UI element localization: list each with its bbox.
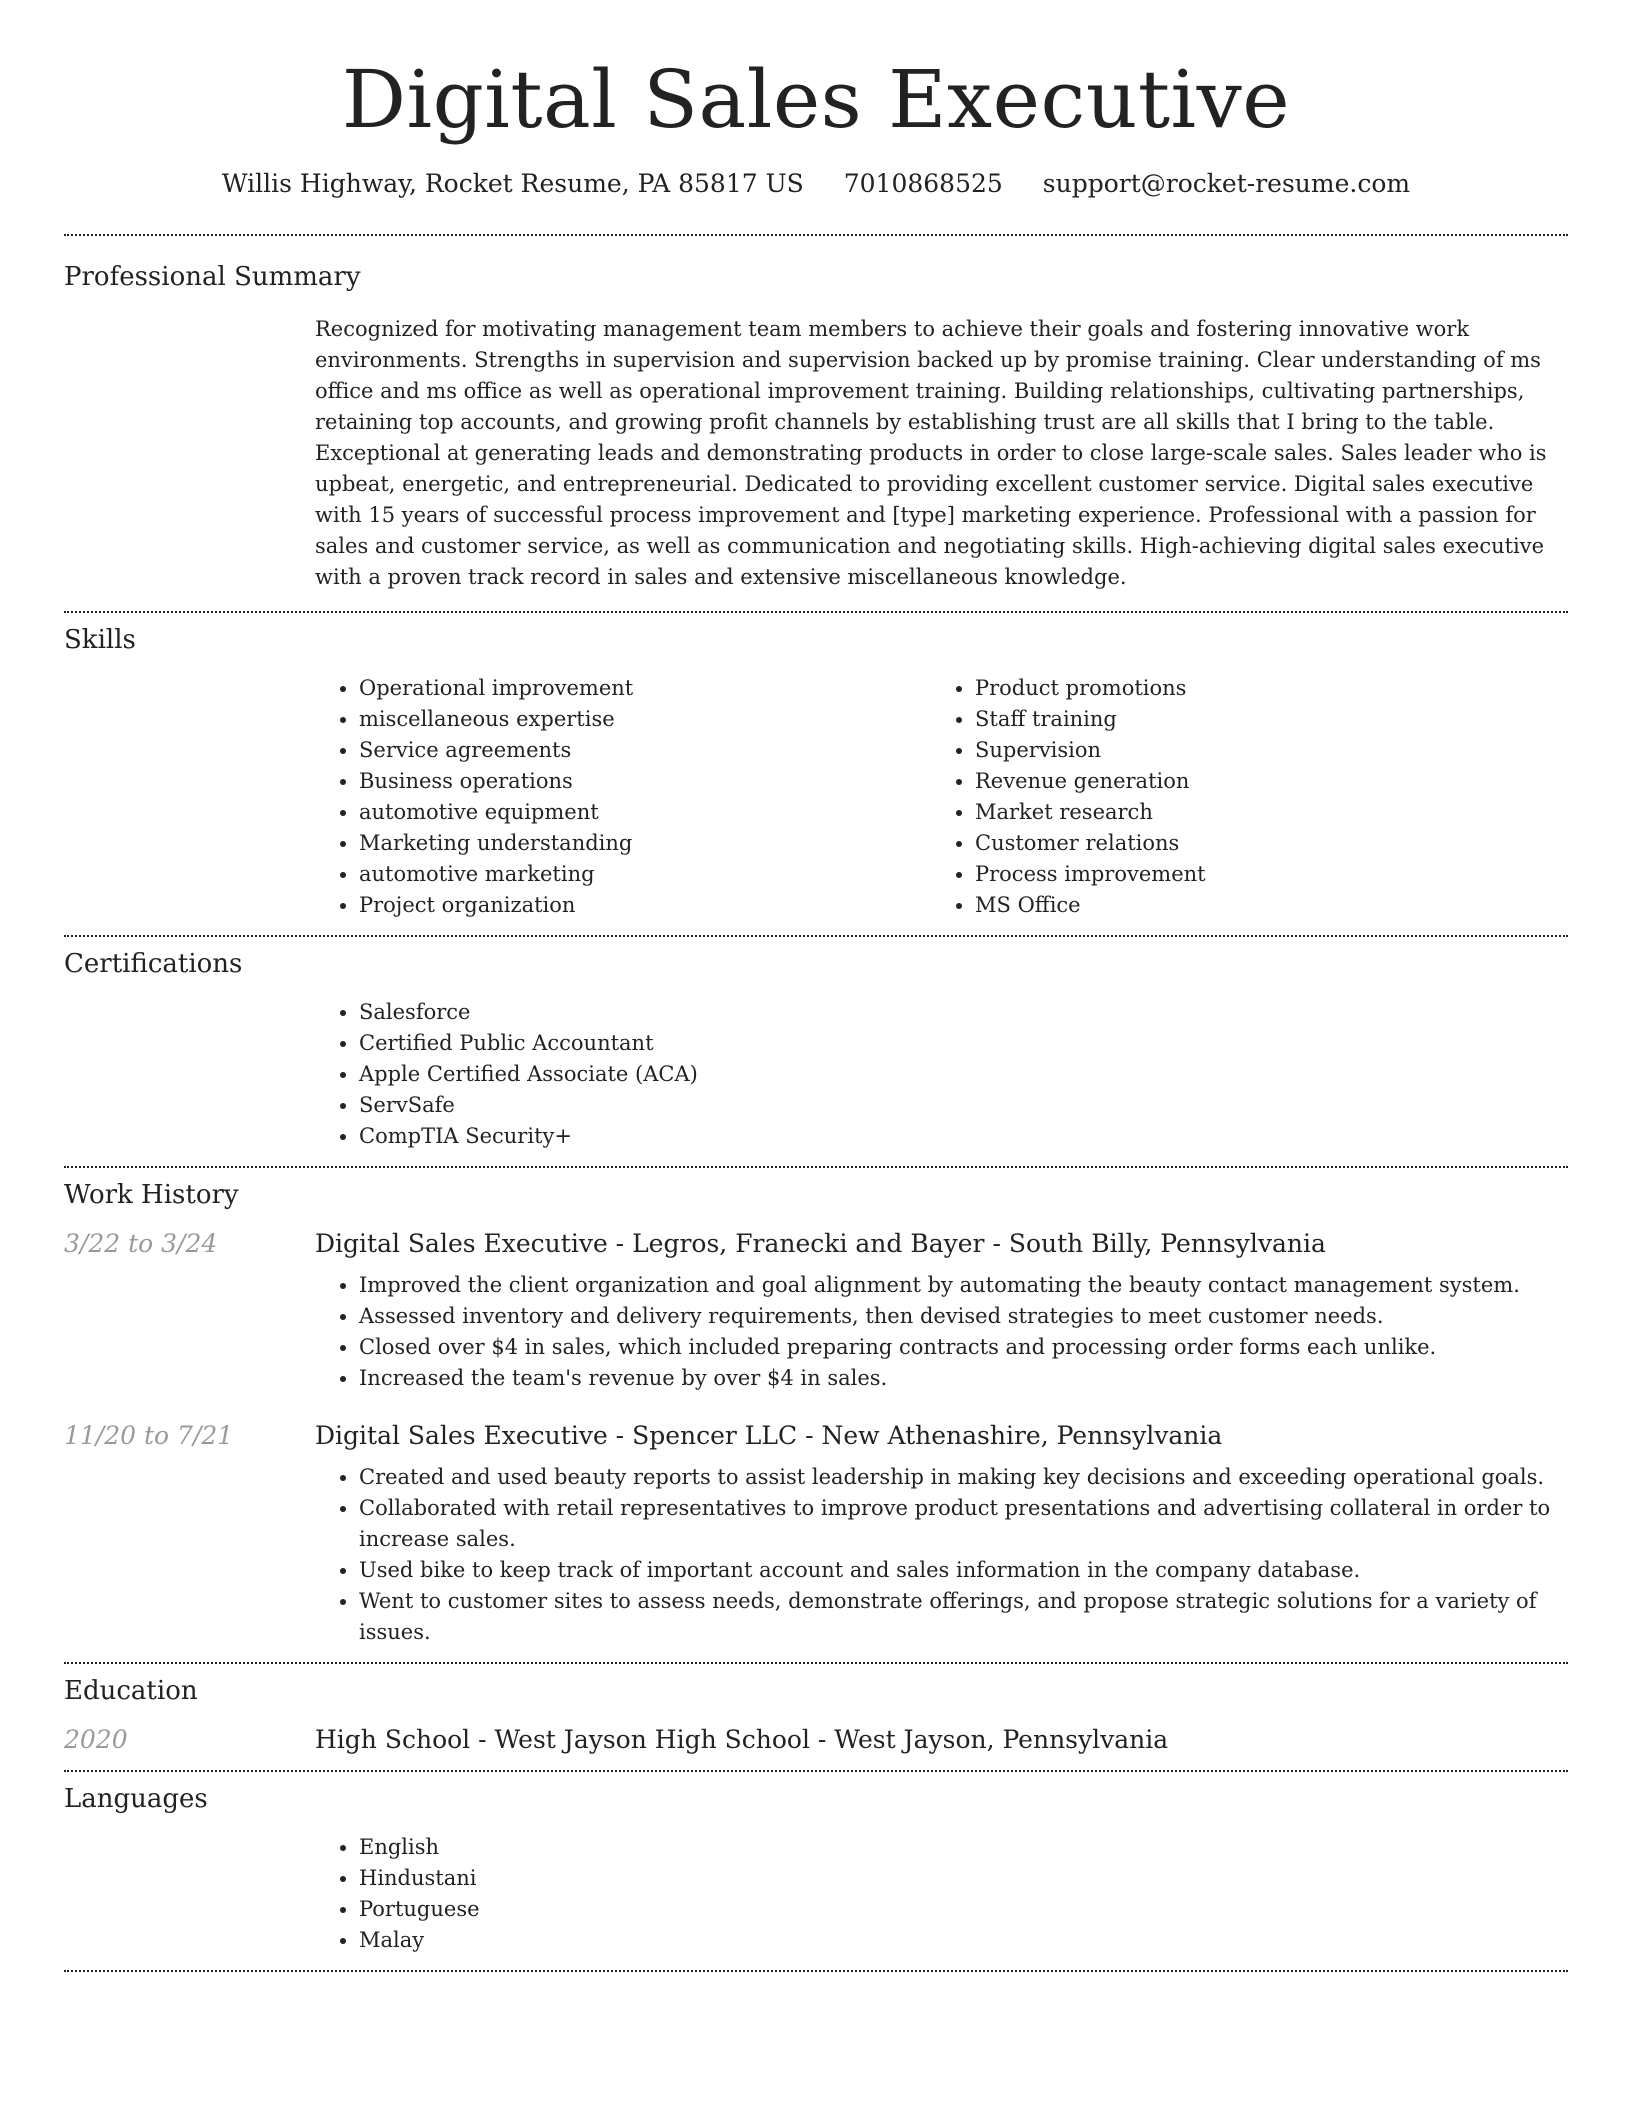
summary-section	[64, 236, 1568, 611]
list-item: • Improved the client organization and goal alignment by automating the beauty contact management system.	[359, 1270, 1568, 1301]
job-dates: 3/22 to 3/24	[64, 1229, 218, 1258]
list-item: • Revenue generation	[975, 766, 1547, 797]
list-item: • Hindustani	[359, 1863, 1568, 1894]
skills-heading: Skills	[64, 625, 136, 655]
list-item: • automotive marketing	[359, 859, 931, 890]
languages-content	[315, 1832, 1568, 1956]
job-bullets	[315, 1462, 1568, 1648]
education-detail: High School - West Jayson High School - West Jayson, Pennsylvania	[315, 1725, 1169, 1754]
job-entry	[64, 1420, 1568, 1648]
skills-left-list	[315, 673, 931, 921]
list-item: • Product promotions	[975, 673, 1547, 704]
list-item: • Apple Certified Associate (ACA)	[359, 1059, 1568, 1090]
list-item: • Used bike to keep track of important account and sales information in the company database.	[359, 1555, 1568, 1586]
list-item: • Operational improvement	[359, 673, 931, 704]
section-divider	[64, 1970, 1568, 1972]
skills-left-column	[315, 673, 931, 921]
list-item: • Business operations	[359, 766, 931, 797]
list-item: • Increased the team's revenue by over $4 in sales.	[359, 1363, 1568, 1394]
contact-line	[64, 168, 1568, 200]
summary-heading: Professional Summary	[64, 262, 361, 292]
contact-email[interactable]: support@rocket-resume.com	[1042, 169, 1411, 198]
certifications-heading: Certifications	[64, 949, 243, 979]
job-title: Digital Sales Executive - Legros, Franecki and Bayer - South Billy, Pennsylvania	[315, 1229, 1326, 1258]
list-item: • CompTIA Security+	[359, 1121, 1568, 1152]
certifications-content	[315, 997, 1568, 1152]
list-item: • English	[359, 1832, 1568, 1863]
list-item: • Service agreements	[359, 735, 931, 766]
list-item: • Marketing understanding	[359, 828, 931, 859]
contact-address: Willis Highway, Rocket Resume, PA 85817 US	[221, 169, 804, 198]
certifications-list	[315, 997, 1568, 1152]
resume-title: Digital Sales Executive	[341, 53, 1291, 146]
list-item: • Salesforce	[359, 997, 1568, 1028]
list-item: • Certified Public Accountant	[359, 1028, 1568, 1059]
skills-section	[64, 613, 1568, 935]
list-item: • Assessed inventory and delivery requirements, then devised strategies to meet customer needs.	[359, 1301, 1568, 1332]
job-header	[64, 1420, 1568, 1452]
list-item: • Supervision	[975, 735, 1547, 766]
list-item: • Staff training	[975, 704, 1547, 735]
education-entry	[64, 1724, 1568, 1756]
education-heading: Education	[64, 1676, 198, 1706]
job-entry	[64, 1228, 1568, 1394]
list-item: • Went to customer sites to assess needs, demonstrate offerings, and propose strategic solutions for a variety of issues.	[359, 1586, 1568, 1648]
list-item: • Collaborated with retail representatives to improve product presentations and advertising collateral in order to increase sales.	[359, 1493, 1568, 1555]
languages-heading: Languages	[64, 1784, 208, 1814]
list-item: • Closed over $4 in sales, which included preparing contracts and processing order forms each unlike.	[359, 1332, 1568, 1363]
languages-section	[64, 1772, 1568, 1970]
job-header	[64, 1228, 1568, 1260]
summary-text: Recognized for motivating management team members to achieve their goals and fostering innovative work environments. Strengths in supervision and supervision backed up by promise training. Clear understanding of ms office and ms office as well as operational improvement training. Building relationships, cultivating partnerships, retaining top accounts, and growing profit channels by establishing trust are all skills that I bring to the table. Exceptional at generating leads and demonstrating products in order to close large-scale sales. Sales leader who is upbeat, energetic, and entrepreneurial. Dedicated to providing excellent customer service. Digital sales executive with 15 years of successful process improvement and [type] marketing experience. Professional with a passion for sales and customer service, as well as communication and negotiating skills. High-achieving digital sales executive with a proven track record in sales and extensive miscellaneous knowledge.	[315, 317, 1547, 589]
skills-right-list	[931, 673, 1547, 921]
job-title: Digital Sales Executive - Spencer LLC - New Athenashire, Pennsylvania	[315, 1421, 1223, 1450]
languages-list	[315, 1832, 1568, 1956]
job-bullets	[315, 1270, 1568, 1394]
list-item: • Created and used beauty reports to assist leadership in making key decisions and exceeding operational goals.	[359, 1462, 1568, 1493]
work-history-heading: Work History	[64, 1180, 239, 1210]
skills-columns	[315, 673, 1568, 921]
list-item: • Malay	[359, 1925, 1568, 1956]
job-dates: 11/20 to 7/21	[64, 1421, 234, 1450]
education-year: 2020	[64, 1725, 128, 1754]
list-item: • Portuguese	[359, 1894, 1568, 1925]
list-item: • automotive equipment	[359, 797, 931, 828]
list-item: • Market research	[975, 797, 1547, 828]
work-history-section	[64, 1168, 1568, 1662]
list-item: • MS Office	[975, 890, 1547, 921]
list-item: • Process improvement	[975, 859, 1547, 890]
certifications-section	[64, 937, 1568, 1166]
list-item: • ServSafe	[359, 1090, 1568, 1121]
contact-phone: 7010868525	[843, 169, 1003, 198]
list-item: • Project organization	[359, 890, 931, 921]
skills-right-column	[931, 673, 1547, 921]
list-item: • miscellaneous expertise	[359, 704, 931, 735]
list-item: • Customer relations	[975, 828, 1547, 859]
education-section	[64, 1664, 1568, 1770]
